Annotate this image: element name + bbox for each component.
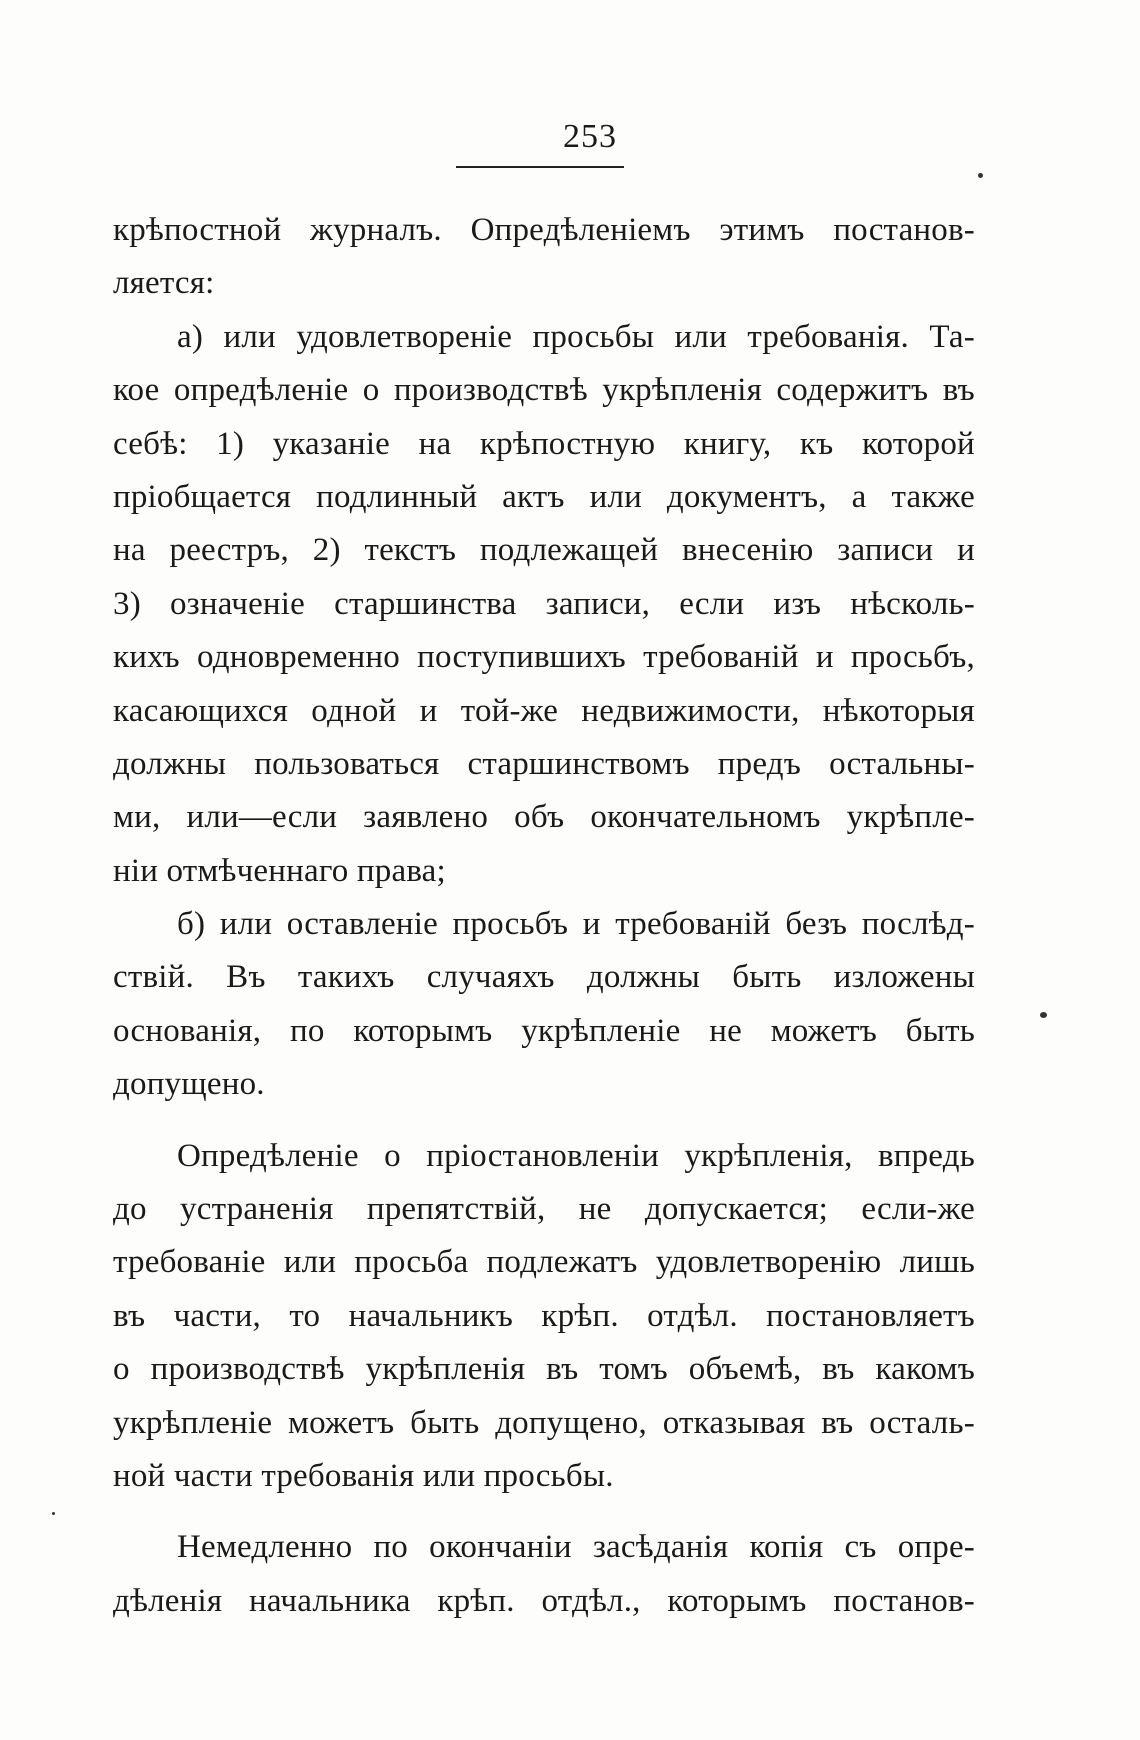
word: должны [113, 745, 227, 782]
word: производствѣ [150, 1351, 345, 1388]
word: означеніе [169, 585, 306, 622]
word: а) [177, 318, 204, 355]
word: осталь- [869, 1404, 975, 1441]
word: ствій. [113, 959, 194, 996]
word: той-же [460, 692, 559, 729]
word: записи, [545, 585, 651, 622]
word: реестръ, [169, 532, 290, 569]
word: крѣп. [541, 1297, 619, 1334]
word: Опредѣленіе [177, 1137, 359, 1174]
word: которымъ [353, 1012, 493, 1049]
word: допущено. [113, 1066, 265, 1103]
word: если-же [861, 1191, 975, 1228]
word: удовлетворенію [655, 1244, 882, 1281]
word: или [589, 478, 642, 515]
word: просьбъ, [850, 639, 975, 676]
print-speck [978, 173, 983, 178]
word: съ [844, 1529, 877, 1566]
paragraph-p1 [113, 204, 975, 311]
word: укрѣпленіе [113, 1404, 273, 1441]
word: или [422, 1457, 476, 1494]
word: на [418, 425, 452, 462]
word: пріобщается [113, 478, 292, 515]
word: остальны- [829, 745, 975, 782]
word: журналъ. [310, 212, 442, 248]
word: начальника [249, 1582, 411, 1619]
word: объ [514, 799, 565, 836]
word: крѣп. [437, 1582, 515, 1619]
print-speck [1040, 1012, 1047, 1018]
word: и [815, 639, 834, 676]
word: требованія [261, 1457, 415, 1494]
word: подлежатъ [486, 1244, 638, 1281]
word: послѣд- [861, 906, 975, 943]
word: содержитъ [776, 372, 929, 409]
word: одновременно [196, 639, 400, 676]
word: если [679, 585, 745, 622]
paragraph-gap [113, 1112, 975, 1130]
paragraph-p3 [113, 898, 975, 1112]
text-line [113, 738, 975, 791]
text-line [113, 1058, 975, 1111]
word: просьбъ [452, 906, 569, 943]
word: можетъ [770, 1012, 877, 1049]
word: Въ [226, 959, 266, 996]
word: нѣкоторыя [822, 692, 975, 729]
word: недвижимости, [581, 692, 800, 729]
word: ніи [113, 852, 159, 889]
word: указаніе [272, 425, 391, 462]
word: ной [113, 1457, 166, 1494]
word: допускается; [644, 1191, 828, 1228]
word: можетъ [288, 1404, 395, 1441]
word: пріостановленіи [426, 1137, 659, 1174]
text-line [113, 578, 975, 631]
word: и [957, 532, 975, 569]
word: постанов- [833, 1582, 975, 1619]
word: Опредѣленіемъ [470, 212, 691, 248]
word: въ [942, 372, 975, 409]
word: устраненія [180, 1191, 334, 1228]
word: должны [586, 959, 701, 996]
word: которой [861, 425, 975, 462]
word: и [582, 906, 601, 943]
text-line [113, 1521, 975, 1574]
word: на [113, 532, 146, 569]
text-line [113, 1290, 975, 1343]
word: просьба [354, 1244, 469, 1281]
text-line [113, 845, 975, 898]
word: случаяхъ [426, 959, 555, 996]
paragraph-p4 [113, 1130, 975, 1504]
text-line [113, 1343, 975, 1396]
word: которымъ [667, 1582, 807, 1619]
word: или [283, 1244, 337, 1281]
word: окончательномъ [590, 799, 821, 836]
word: не [709, 1012, 742, 1049]
word: удовлетвореніе [296, 318, 513, 355]
word: укрѣпленія [365, 1351, 526, 1388]
text-line [113, 898, 975, 951]
text-line [113, 1236, 975, 1289]
word: себѣ: [113, 425, 188, 462]
word: о [384, 1137, 401, 1174]
paragraph-p5 [113, 1521, 975, 1628]
word: б) [177, 906, 206, 943]
word: окончаніи [429, 1529, 572, 1566]
word: быть [410, 1404, 480, 1441]
word: постанов- [833, 212, 975, 248]
word: укрѣпленія, [684, 1137, 853, 1174]
word: требованій [615, 906, 771, 943]
word: или [674, 318, 727, 355]
word: производствѣ [393, 372, 588, 409]
word: крѣпостную [479, 425, 656, 462]
word: а [851, 478, 867, 515]
word: актъ [502, 478, 565, 515]
word: и [419, 692, 438, 729]
word: просьбы [532, 318, 655, 355]
word: засѣданія [592, 1529, 729, 1566]
word: безъ [785, 906, 848, 943]
word: ляется: [113, 265, 215, 302]
text-line [113, 791, 975, 844]
word: требованія. [747, 318, 909, 355]
word: впредь [877, 1137, 975, 1174]
text-line [113, 1450, 975, 1503]
word: права; [356, 852, 446, 889]
word: части, [173, 1297, 262, 1334]
word: опредѣленіе [173, 372, 349, 409]
word: или—если [186, 799, 338, 836]
word: допущено, [495, 1404, 647, 1441]
word: по [373, 1529, 408, 1566]
text-line [113, 257, 975, 310]
word: отдѣл. [647, 1297, 738, 1334]
word: въ [546, 1351, 579, 1388]
word: Та- [929, 318, 975, 355]
word: изложены [833, 959, 975, 996]
word: требованіе [113, 1244, 266, 1281]
text-line [113, 951, 975, 1004]
word: текстъ [364, 532, 457, 569]
text-line [113, 1183, 975, 1236]
word: объемѣ, [688, 1351, 802, 1388]
text-line [113, 1397, 975, 1450]
body-text [113, 204, 975, 1628]
print-speck [52, 1512, 55, 1515]
word: документъ, [666, 478, 827, 515]
text-line [113, 471, 975, 524]
word: препятствій, [366, 1191, 546, 1228]
word: 2) [312, 532, 341, 569]
text-line [113, 524, 975, 577]
word: части [173, 1457, 253, 1494]
word: въ [822, 1351, 855, 1388]
word: до [113, 1191, 147, 1228]
text-line [113, 418, 975, 471]
word: оставленіе [286, 906, 438, 943]
text-line [113, 685, 975, 738]
word: этимъ [719, 212, 805, 248]
word: внесенію [681, 532, 814, 569]
word: основанія, [113, 1012, 262, 1049]
word: старшинства [334, 585, 517, 622]
word: отказывая [662, 1404, 806, 1441]
word: укрѣпле- [846, 799, 975, 836]
word: также [891, 478, 975, 515]
word: быть [732, 959, 802, 996]
word: 1) [216, 425, 245, 462]
word: 3) [113, 585, 141, 622]
word: просьбы. [483, 1457, 614, 1494]
word: по [289, 1012, 325, 1049]
word: то [289, 1297, 321, 1334]
word: опре- [897, 1529, 975, 1566]
word: какомъ [875, 1351, 975, 1388]
text-line [113, 1130, 975, 1183]
word: такихъ [297, 959, 395, 996]
word: книгу, [683, 425, 772, 462]
word: ми, [113, 799, 161, 836]
word: предъ [717, 745, 802, 782]
word: нѣсколь- [850, 585, 975, 622]
word: подлежащей [479, 532, 659, 569]
word: требованій [643, 639, 799, 676]
text-line [113, 631, 975, 684]
word: въ [113, 1297, 146, 1334]
paragraph-gap [113, 1503, 975, 1521]
word: постановляетъ [766, 1297, 975, 1334]
word: поступившихъ [417, 639, 626, 676]
word: Немедленно [177, 1529, 353, 1566]
text-line [113, 311, 975, 364]
page-number: 253 [563, 118, 617, 155]
word: дѣленія [113, 1582, 223, 1619]
page-number-rule [456, 166, 624, 168]
word: укрѣпленіе [521, 1012, 681, 1049]
word: не [578, 1191, 612, 1228]
word: записи [837, 532, 934, 569]
word: о [362, 372, 380, 409]
word: заявлено [363, 799, 489, 836]
text-line [113, 1575, 975, 1628]
word: или [219, 906, 273, 943]
word: быть [905, 1012, 975, 1049]
word: изъ [773, 585, 822, 622]
word: отдѣл., [541, 1582, 641, 1619]
word: подлинный [316, 478, 478, 515]
word: или [223, 318, 276, 355]
word: старшинствомъ [467, 745, 690, 782]
word: томъ [599, 1351, 668, 1388]
word: отмѣченнаго [166, 852, 349, 889]
word: въ [821, 1404, 854, 1441]
word: лишь [899, 1244, 975, 1281]
text-line [113, 204, 975, 257]
word: одной [311, 692, 397, 729]
word: кое [113, 372, 160, 409]
text-line [113, 364, 975, 417]
text-line [113, 1005, 975, 1058]
word: касающихся [113, 692, 288, 729]
word: начальникъ [348, 1297, 514, 1334]
word: укрѣпленія [602, 372, 762, 409]
word: кихъ [113, 639, 180, 676]
word: о [113, 1351, 130, 1388]
word: крѣпостной [113, 212, 282, 248]
paragraph-p2 [113, 311, 975, 898]
word: копія [749, 1529, 824, 1566]
word: къ [799, 425, 834, 462]
word: пользоваться [254, 745, 440, 782]
